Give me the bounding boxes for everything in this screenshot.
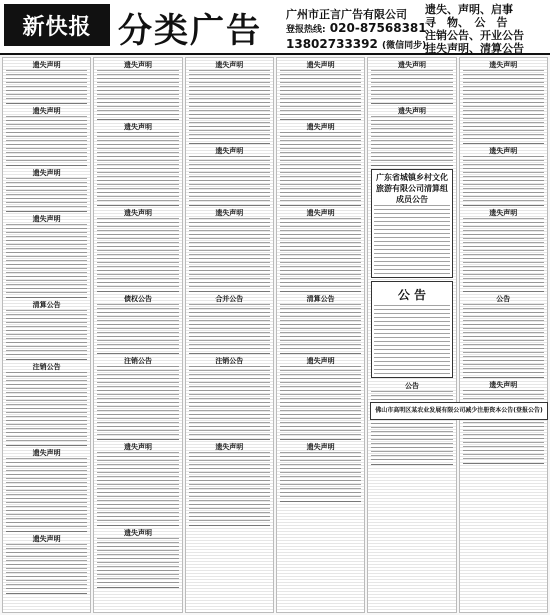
ad-block bbox=[189, 356, 270, 440]
ad-text bbox=[189, 218, 270, 288]
ad-text bbox=[6, 544, 87, 590]
ad-block bbox=[6, 300, 87, 360]
ad-text bbox=[463, 304, 544, 374]
ad-block bbox=[189, 294, 270, 354]
ad-block bbox=[189, 208, 270, 292]
ad-heading: 遗失声明 bbox=[489, 209, 518, 217]
ad-block bbox=[97, 294, 178, 354]
ad-text bbox=[97, 304, 178, 350]
ad-block bbox=[280, 60, 361, 120]
ad-block bbox=[6, 214, 87, 298]
ad-block bbox=[97, 356, 178, 440]
notice-banner: 佛山市高明区某农业发展有限公司减少注册资本公告(登报公告) bbox=[370, 402, 548, 420]
ad-heading: 遗失声明 bbox=[489, 147, 518, 155]
ad-heading: 遗失声明 bbox=[306, 357, 335, 365]
ad-text bbox=[463, 156, 544, 202]
ad-heading: 遗失声明 bbox=[306, 61, 335, 69]
ad-text bbox=[463, 390, 544, 460]
ad-text bbox=[280, 366, 361, 436]
ad-text bbox=[97, 218, 178, 288]
hotline-number: 020-87568381 bbox=[329, 21, 427, 35]
ad-heading: 公告 bbox=[496, 295, 511, 303]
ad-block bbox=[97, 442, 178, 526]
ad-block bbox=[6, 534, 87, 594]
ad-heading: 清算公告 bbox=[32, 301, 61, 309]
mobile-note: (微信同步) bbox=[382, 41, 427, 51]
ad-block bbox=[371, 106, 452, 166]
ad-column bbox=[459, 57, 548, 613]
ad-text bbox=[371, 116, 452, 162]
ad-heading: 注销公告 bbox=[215, 357, 244, 365]
hotline bbox=[286, 21, 427, 35]
category-item: 寻 物、 公 告 bbox=[425, 16, 508, 29]
ad-text bbox=[189, 366, 270, 436]
ad-block bbox=[6, 60, 87, 104]
ad-heading: 遗失声明 bbox=[306, 123, 335, 131]
ad-heading: 遗失声明 bbox=[306, 209, 335, 217]
ad-text bbox=[280, 132, 361, 202]
ad-text bbox=[280, 304, 361, 350]
ad-column bbox=[93, 57, 182, 613]
ad-heading: 遗失声明 bbox=[215, 209, 244, 217]
category-item: 挂失声明、清算公告 bbox=[425, 42, 524, 55]
ad-block bbox=[463, 380, 544, 464]
ad-heading: 清算公告 bbox=[306, 295, 335, 303]
ad-text bbox=[97, 538, 178, 584]
ad-text bbox=[189, 304, 270, 350]
ad-block bbox=[189, 442, 270, 526]
ad-block bbox=[189, 146, 270, 206]
ad-text bbox=[189, 70, 270, 140]
ad-heading: 遗失声明 bbox=[32, 215, 61, 223]
ad-heading: 遗失声明 bbox=[306, 443, 335, 451]
ad-block bbox=[97, 122, 178, 206]
ad-text bbox=[280, 70, 361, 116]
ad-heading: 遗失声明 bbox=[215, 443, 244, 451]
ad-heading: 遗失声明 bbox=[123, 529, 152, 537]
ad-text bbox=[6, 310, 87, 356]
ad-heading: 遗失声明 bbox=[123, 209, 152, 217]
ad-heading: 遗失声明 bbox=[32, 107, 61, 115]
ad-block bbox=[97, 528, 178, 588]
notice-text bbox=[374, 305, 449, 375]
ad-block bbox=[6, 106, 87, 166]
ad-text bbox=[6, 458, 87, 528]
ad-heading: 债权公告 bbox=[123, 295, 152, 303]
notice-box bbox=[371, 281, 452, 378]
ad-heading: 遗失声明 bbox=[123, 443, 152, 451]
ad-block bbox=[371, 60, 452, 104]
ad-text bbox=[6, 372, 87, 442]
ad-text bbox=[97, 70, 178, 116]
ad-block bbox=[97, 208, 178, 292]
ad-text bbox=[463, 70, 544, 140]
category-item: 注销公告、开业公告 bbox=[425, 29, 524, 42]
mobile-number: 13802733392 bbox=[286, 37, 378, 51]
ad-column bbox=[2, 57, 91, 613]
ad-heading: 遗失声明 bbox=[123, 61, 152, 69]
masthead bbox=[0, 0, 550, 55]
ad-block bbox=[97, 60, 178, 120]
ad-heading: 遗失声明 bbox=[32, 535, 61, 543]
ad-heading: 注销公告 bbox=[123, 357, 152, 365]
ad-heading: 公告 bbox=[404, 382, 419, 390]
ad-heading: 遗失声明 bbox=[32, 449, 61, 457]
ad-block bbox=[189, 60, 270, 144]
ad-block bbox=[280, 294, 361, 354]
ad-heading: 遗失声明 bbox=[32, 169, 61, 177]
ad-columns bbox=[2, 57, 548, 613]
ad-column bbox=[185, 57, 274, 613]
ad-text bbox=[371, 70, 452, 100]
ad-text bbox=[280, 218, 361, 288]
ad-block bbox=[280, 122, 361, 206]
agency-name: 广州市正言广告有限公司 bbox=[286, 8, 407, 21]
ad-block bbox=[463, 208, 544, 292]
ad-block bbox=[280, 208, 361, 292]
ad-text bbox=[189, 156, 270, 202]
ad-block bbox=[463, 146, 544, 206]
ad-text bbox=[97, 366, 178, 436]
ad-block bbox=[6, 448, 87, 532]
page-title: 分类广告 bbox=[118, 10, 262, 51]
ad-column bbox=[367, 57, 456, 613]
ad-heading: 遗失声明 bbox=[397, 107, 426, 115]
ad-heading: 遗失声明 bbox=[489, 61, 518, 69]
hotline-label: 登报热线: bbox=[286, 25, 326, 35]
ad-column bbox=[276, 57, 365, 613]
ad-heading: 遗失声明 bbox=[215, 147, 244, 155]
ad-text bbox=[97, 452, 178, 522]
ad-heading: 遗失声明 bbox=[215, 61, 244, 69]
ad-block bbox=[371, 381, 452, 465]
mobile-line bbox=[286, 37, 426, 51]
ad-block bbox=[280, 356, 361, 440]
category-item: 遗失、声明、启事 bbox=[425, 3, 513, 16]
ad-block bbox=[463, 294, 544, 378]
notice-text bbox=[374, 205, 449, 275]
ad-heading: 注销公告 bbox=[32, 363, 61, 371]
ad-text bbox=[6, 224, 87, 294]
newspaper-logo: 新快报 bbox=[4, 4, 110, 46]
category-list bbox=[425, 3, 547, 55]
ad-text bbox=[6, 116, 87, 162]
notice-box bbox=[371, 169, 452, 278]
ad-heading: 遗失声明 bbox=[123, 123, 152, 131]
ad-heading: 遗失声明 bbox=[397, 61, 426, 69]
ad-text bbox=[280, 452, 361, 498]
ad-text bbox=[189, 452, 270, 522]
ad-block bbox=[6, 362, 87, 446]
ad-text bbox=[6, 178, 87, 208]
ad-text bbox=[6, 70, 87, 100]
notice-heading: 广东省城镇乡村文化旅游有限公司清算组成员公告 bbox=[375, 173, 448, 204]
notice-heading: 公 告 bbox=[397, 288, 427, 302]
ad-heading: 遗失声明 bbox=[489, 381, 518, 389]
ad-heading: 合并公告 bbox=[215, 295, 244, 303]
ad-block bbox=[463, 60, 544, 144]
ad-block bbox=[6, 168, 87, 212]
ad-heading: 遗失声明 bbox=[32, 61, 61, 69]
ad-text bbox=[97, 132, 178, 202]
ad-text bbox=[463, 218, 544, 288]
ad-block bbox=[280, 442, 361, 502]
